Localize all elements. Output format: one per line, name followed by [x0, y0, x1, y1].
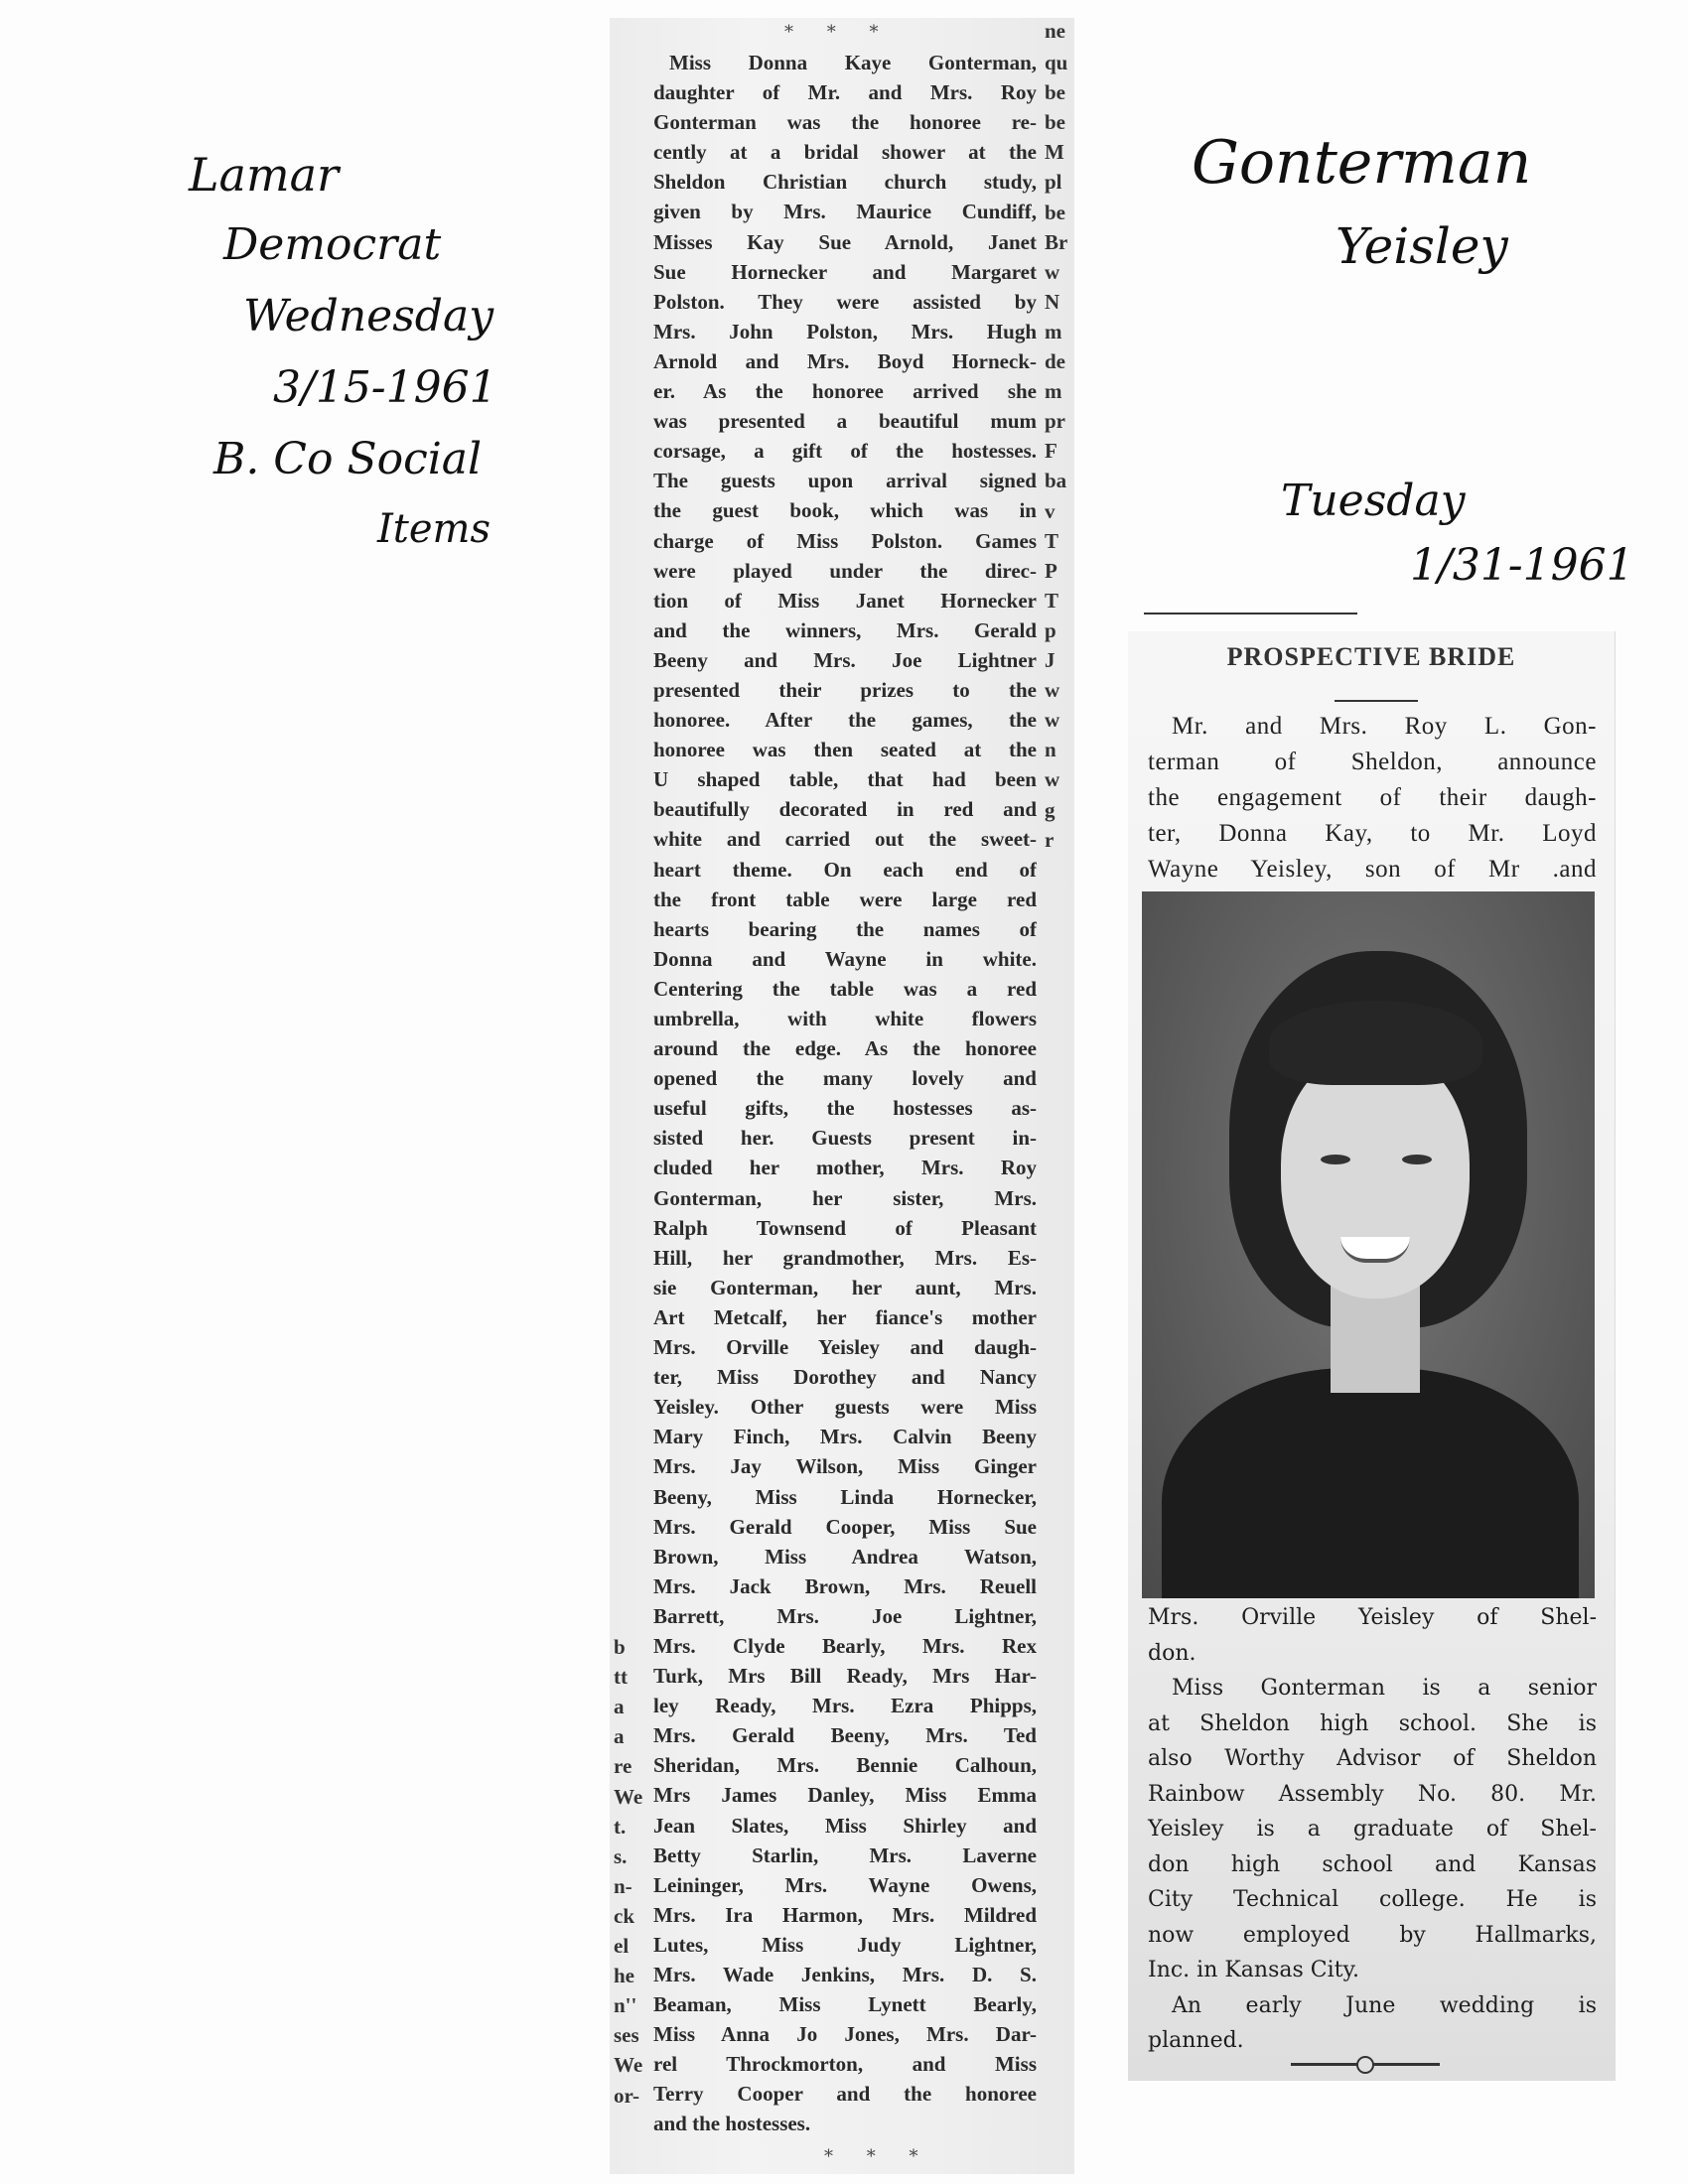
- article-line: corsage, a gift of the hostesses.: [653, 439, 1037, 464]
- article-line: Sheldon Christian church study,: [653, 170, 1037, 195]
- article-line: ter, Miss Dorothey and Nancy: [653, 1365, 1037, 1390]
- article-line: Miss Donna Kaye Gonterman,: [669, 51, 1037, 74]
- article-line: presented their prizes to the: [653, 677, 1037, 702]
- column-fragment: el: [614, 1934, 630, 1958]
- article-line: Turk, Mrs Bill Ready, Mrs Har-: [653, 1664, 1037, 1689]
- article-line: Yeisley. Other guests were Miss: [653, 1395, 1037, 1420]
- article-line: Gonterman was the honoree re-: [653, 110, 1037, 135]
- article-line: Betty Starlin, Mrs. Laverne: [653, 1843, 1037, 1867]
- article-line: and the hostesses.: [653, 2112, 811, 2136]
- engagement-line: don.: [1148, 1640, 1196, 1666]
- article-line: Mrs. John Polston, Mrs. Hugh: [653, 319, 1037, 343]
- article-line: the guest book, which was in: [653, 498, 1037, 523]
- column-fragment: t.: [614, 1814, 627, 1839]
- photo-eye: [1321, 1155, 1350, 1164]
- column-fragment: P: [1045, 558, 1057, 583]
- article-line: Beaman, Miss Lynett Bearly,: [653, 1992, 1037, 2017]
- article-line: Miss Anna Jo Jones, Mrs. Dar-: [653, 2022, 1037, 2047]
- engagement-line: Inc. in Kansas City.: [1148, 1958, 1359, 1982]
- column-fragment: g: [1045, 797, 1055, 822]
- column-fragment: M: [1045, 140, 1064, 165]
- column-fragment: T: [1045, 528, 1059, 553]
- article-line: Gonterman, her sister, Mrs.: [653, 1185, 1037, 1210]
- column-fragment: b: [614, 1635, 626, 1659]
- column-fragment: pr: [1045, 409, 1065, 434]
- column-fragment: be: [1045, 80, 1065, 105]
- article-line: sie Gonterman, her aunt, Mrs.: [653, 1275, 1037, 1299]
- headline: PROSPECTIVE BRIDE: [1226, 642, 1516, 671]
- engagement-line: planned.: [1148, 2028, 1244, 2053]
- article-line: sisted her. Guests present in-: [653, 1126, 1037, 1151]
- column-fragment: be: [1045, 110, 1065, 135]
- top-rule: [1144, 613, 1357, 614]
- column-fragment: be: [1045, 200, 1065, 224]
- engagement-line: now employed by Hallmarks,: [1148, 1922, 1597, 1948]
- column-fragment: n'': [614, 1993, 637, 2018]
- article-line: Brown, Miss Andrea Watson,: [653, 1544, 1037, 1569]
- engagement-line: An early June wedding is: [1172, 1992, 1597, 2018]
- end-ornament: [1291, 2063, 1440, 2066]
- article-line: Mrs James Danley, Miss Emma: [653, 1783, 1037, 1808]
- article-line: Arnold and Mrs. Boyd Horneck-: [653, 348, 1037, 373]
- column-fragment: m: [1045, 319, 1062, 343]
- column-fragment: w: [1045, 259, 1060, 284]
- engagement-line: terman of Sheldon, announce: [1148, 749, 1597, 775]
- bride-photo: [1142, 891, 1595, 1598]
- article-line: Mrs. Jack Brown, Mrs. Reuell: [653, 1573, 1037, 1598]
- article-line: charge of Miss Polston. Games: [653, 528, 1037, 553]
- engagement-line: ter, Donna Kay, to Mr. Loyd: [1148, 820, 1597, 847]
- article-line: U shaped table, that had been: [653, 767, 1037, 792]
- column-fragment: ses: [614, 2023, 639, 2048]
- engagement-line: Miss Gonterman is a senior: [1172, 1676, 1597, 1701]
- article-line: Hill, her grandmother, Mrs. Es-: [653, 1245, 1037, 1270]
- column-fragment: We: [614, 1784, 643, 1809]
- article-line: white and carried out the sweet-: [653, 827, 1037, 852]
- note-names-line: Yeisley: [1336, 217, 1508, 275]
- column-fragment: re: [614, 1754, 633, 1779]
- note-line: B. Co Social: [213, 434, 483, 484]
- photo-eye: [1402, 1155, 1432, 1164]
- column-fragment: Br: [1045, 229, 1068, 254]
- column-fragment: T: [1045, 588, 1059, 613]
- photo-neck: [1331, 1284, 1420, 1393]
- article-line: heart theme. On each end of: [653, 857, 1037, 882]
- article-line: were played under the direc-: [653, 558, 1037, 583]
- article-line: honoree. After the games, the: [653, 708, 1037, 733]
- article-line: honoree was then seated at the: [653, 738, 1037, 762]
- article-line: given by Mrs. Maurice Cundiff,: [653, 200, 1037, 224]
- article-line: cluded her mother, Mrs. Roy: [653, 1156, 1037, 1180]
- article-line: beautifully decorated in red and: [653, 797, 1037, 822]
- article-line: opened the many lovely and: [653, 1066, 1037, 1091]
- column-fragment: pl: [1045, 170, 1062, 195]
- article-line: Barrett, Mrs. Joe Lightner,: [653, 1603, 1037, 1628]
- note-line: 3/15-1961: [273, 362, 497, 413]
- article-line: Mrs. Ira Harmon, Mrs. Mildred: [653, 1902, 1037, 1927]
- article-line: Beeny, Miss Linda Hornecker,: [653, 1484, 1037, 1509]
- article-line: Leininger, Mrs. Wayne Owens,: [653, 1872, 1037, 1897]
- article-line: Mrs. Wade Jenkins, Mrs. D. S.: [653, 1963, 1037, 1986]
- column-fragment: a: [614, 1724, 625, 1749]
- separator-top: * * *: [784, 22, 893, 43]
- engagement-line: at Sheldon high school. She is: [1148, 1710, 1597, 1736]
- engagement-line: Yeisley is a graduate of Shel-: [1148, 1817, 1597, 1842]
- headline-rule: [1335, 700, 1418, 702]
- article-line: Polston. They were assisted by: [653, 289, 1037, 314]
- note-line: Wednesday: [243, 291, 494, 341]
- engagement-line: the engagement of their daugh-: [1148, 784, 1597, 811]
- article-line: useful gifts, the hostesses as-: [653, 1096, 1037, 1121]
- article-line: Donna and Wayne in white.: [653, 946, 1037, 971]
- column-fragment: v: [1045, 498, 1055, 523]
- article-line: Jean Slates, Miss Shirley and: [653, 1813, 1037, 1838]
- column-fragment: or-: [614, 2083, 640, 2108]
- engagement-line: don high school and Kansas: [1148, 1851, 1597, 1877]
- engagement-line: also Worthy Advisor of Sheldon: [1148, 1746, 1597, 1771]
- note-line: Items: [377, 506, 492, 552]
- article-line: Mrs. Orville Yeisley and daugh-: [653, 1335, 1037, 1360]
- column-fragment: r: [1045, 827, 1055, 852]
- article-line: was presented a beautiful mum: [653, 409, 1037, 434]
- column-fragment: m: [1045, 379, 1062, 404]
- engagement-line: Wayne Yeisley, son of Mr .and: [1148, 856, 1597, 883]
- article-line: Misses Kay Sue Arnold, Janet: [653, 229, 1037, 254]
- column-fragment: qu: [1045, 51, 1068, 74]
- article-line: Mrs. Jay Wilson, Miss Ginger: [653, 1454, 1037, 1479]
- article-line: Mrs. Gerald Beeny, Mrs. Ted: [653, 1723, 1037, 1748]
- note-date-line: 1/31-1961: [1410, 540, 1634, 591]
- note-line: Lamar: [189, 148, 340, 202]
- article-line: hearts bearing the names of: [653, 916, 1037, 941]
- column-fragment: ck: [614, 1903, 634, 1928]
- column-fragment: F: [1045, 439, 1057, 464]
- article-line: Beeny and Mrs. Joe Lightner: [653, 647, 1037, 672]
- article-line: Mary Finch, Mrs. Calvin Beeny: [653, 1425, 1037, 1449]
- note-date-line: Tuesday: [1281, 476, 1466, 526]
- article-line: daughter of Mr. and Mrs. Roy: [653, 80, 1037, 105]
- engagement-line: Mr. and Mrs. Roy L. Gon-: [1172, 713, 1597, 740]
- photo-bangs: [1269, 1001, 1482, 1085]
- article-line: Terry Cooper and the honoree: [653, 2082, 1037, 2107]
- column-fragment: N: [1045, 289, 1060, 314]
- article-line: rel Throckmorton, and Miss: [653, 2052, 1037, 2077]
- column-fragment: tt: [614, 1665, 628, 1690]
- column-fragment: We: [614, 2053, 643, 2078]
- column-fragment: n-: [614, 1873, 633, 1898]
- column-fragment: s.: [614, 1843, 628, 1868]
- column-fragment: p: [1045, 617, 1056, 642]
- column-fragment: ba: [1045, 469, 1067, 493]
- article-line: Sheridan, Mrs. Bennie Calhoun,: [653, 1753, 1037, 1778]
- article-line: tion of Miss Janet Hornecker: [653, 588, 1037, 613]
- column-fragment: n: [1045, 738, 1056, 762]
- article-line: around the edge. As the honoree: [653, 1036, 1037, 1061]
- note-line: Democrat: [223, 219, 442, 270]
- engagement-line: City Technical college. He is: [1148, 1887, 1597, 1912]
- article-line: Centering the table was a red: [653, 976, 1037, 1001]
- article-line: er. As the honoree arrived she: [653, 379, 1037, 404]
- article-line: ley Ready, Mrs. Ezra Phipps,: [653, 1694, 1037, 1718]
- article-line: Lutes, Miss Judy Lightner,: [653, 1932, 1037, 1957]
- column-fragment: J: [1045, 648, 1055, 672]
- engagement-line: Rainbow Assembly No. 80. Mr.: [1148, 1781, 1597, 1807]
- article-line: Mrs. Clyde Bearly, Mrs. Rex: [653, 1633, 1037, 1658]
- article-line: cently at a bridal shower at the: [653, 140, 1037, 165]
- engagement-line: Mrs. Orville Yeisley of Shel-: [1148, 1605, 1597, 1630]
- article-line: Art Metcalf, her fiance's mother: [653, 1304, 1037, 1329]
- article-line: umbrella, with white flowers: [653, 1007, 1037, 1030]
- article-line: Sue Hornecker and Margaret: [653, 259, 1037, 284]
- article-line: Mrs. Gerald Cooper, Miss Sue: [653, 1514, 1037, 1539]
- column-fragment: w: [1045, 708, 1060, 733]
- separator-bottom: * * *: [824, 2146, 932, 2167]
- article-line: and the winners, Mrs. Gerald: [653, 617, 1037, 642]
- column-fragment: he: [614, 1964, 634, 1988]
- article-line: Ralph Townsend of Pleasant: [653, 1215, 1037, 1240]
- note-names-line: Gonterman: [1192, 128, 1532, 198]
- photo-dress: [1162, 1368, 1579, 1598]
- column-fragment: a: [614, 1695, 625, 1719]
- shower-article-text: [653, 48, 1037, 2139]
- article-line: the front table were large red: [653, 887, 1037, 911]
- column-fragment: w: [1045, 678, 1060, 703]
- article-line: The guests upon arrival signed: [653, 469, 1037, 493]
- column-fragment: w: [1045, 767, 1060, 792]
- adjacent-column-fragment: ne: [1045, 19, 1065, 43]
- column-fragment: de: [1045, 349, 1065, 373]
